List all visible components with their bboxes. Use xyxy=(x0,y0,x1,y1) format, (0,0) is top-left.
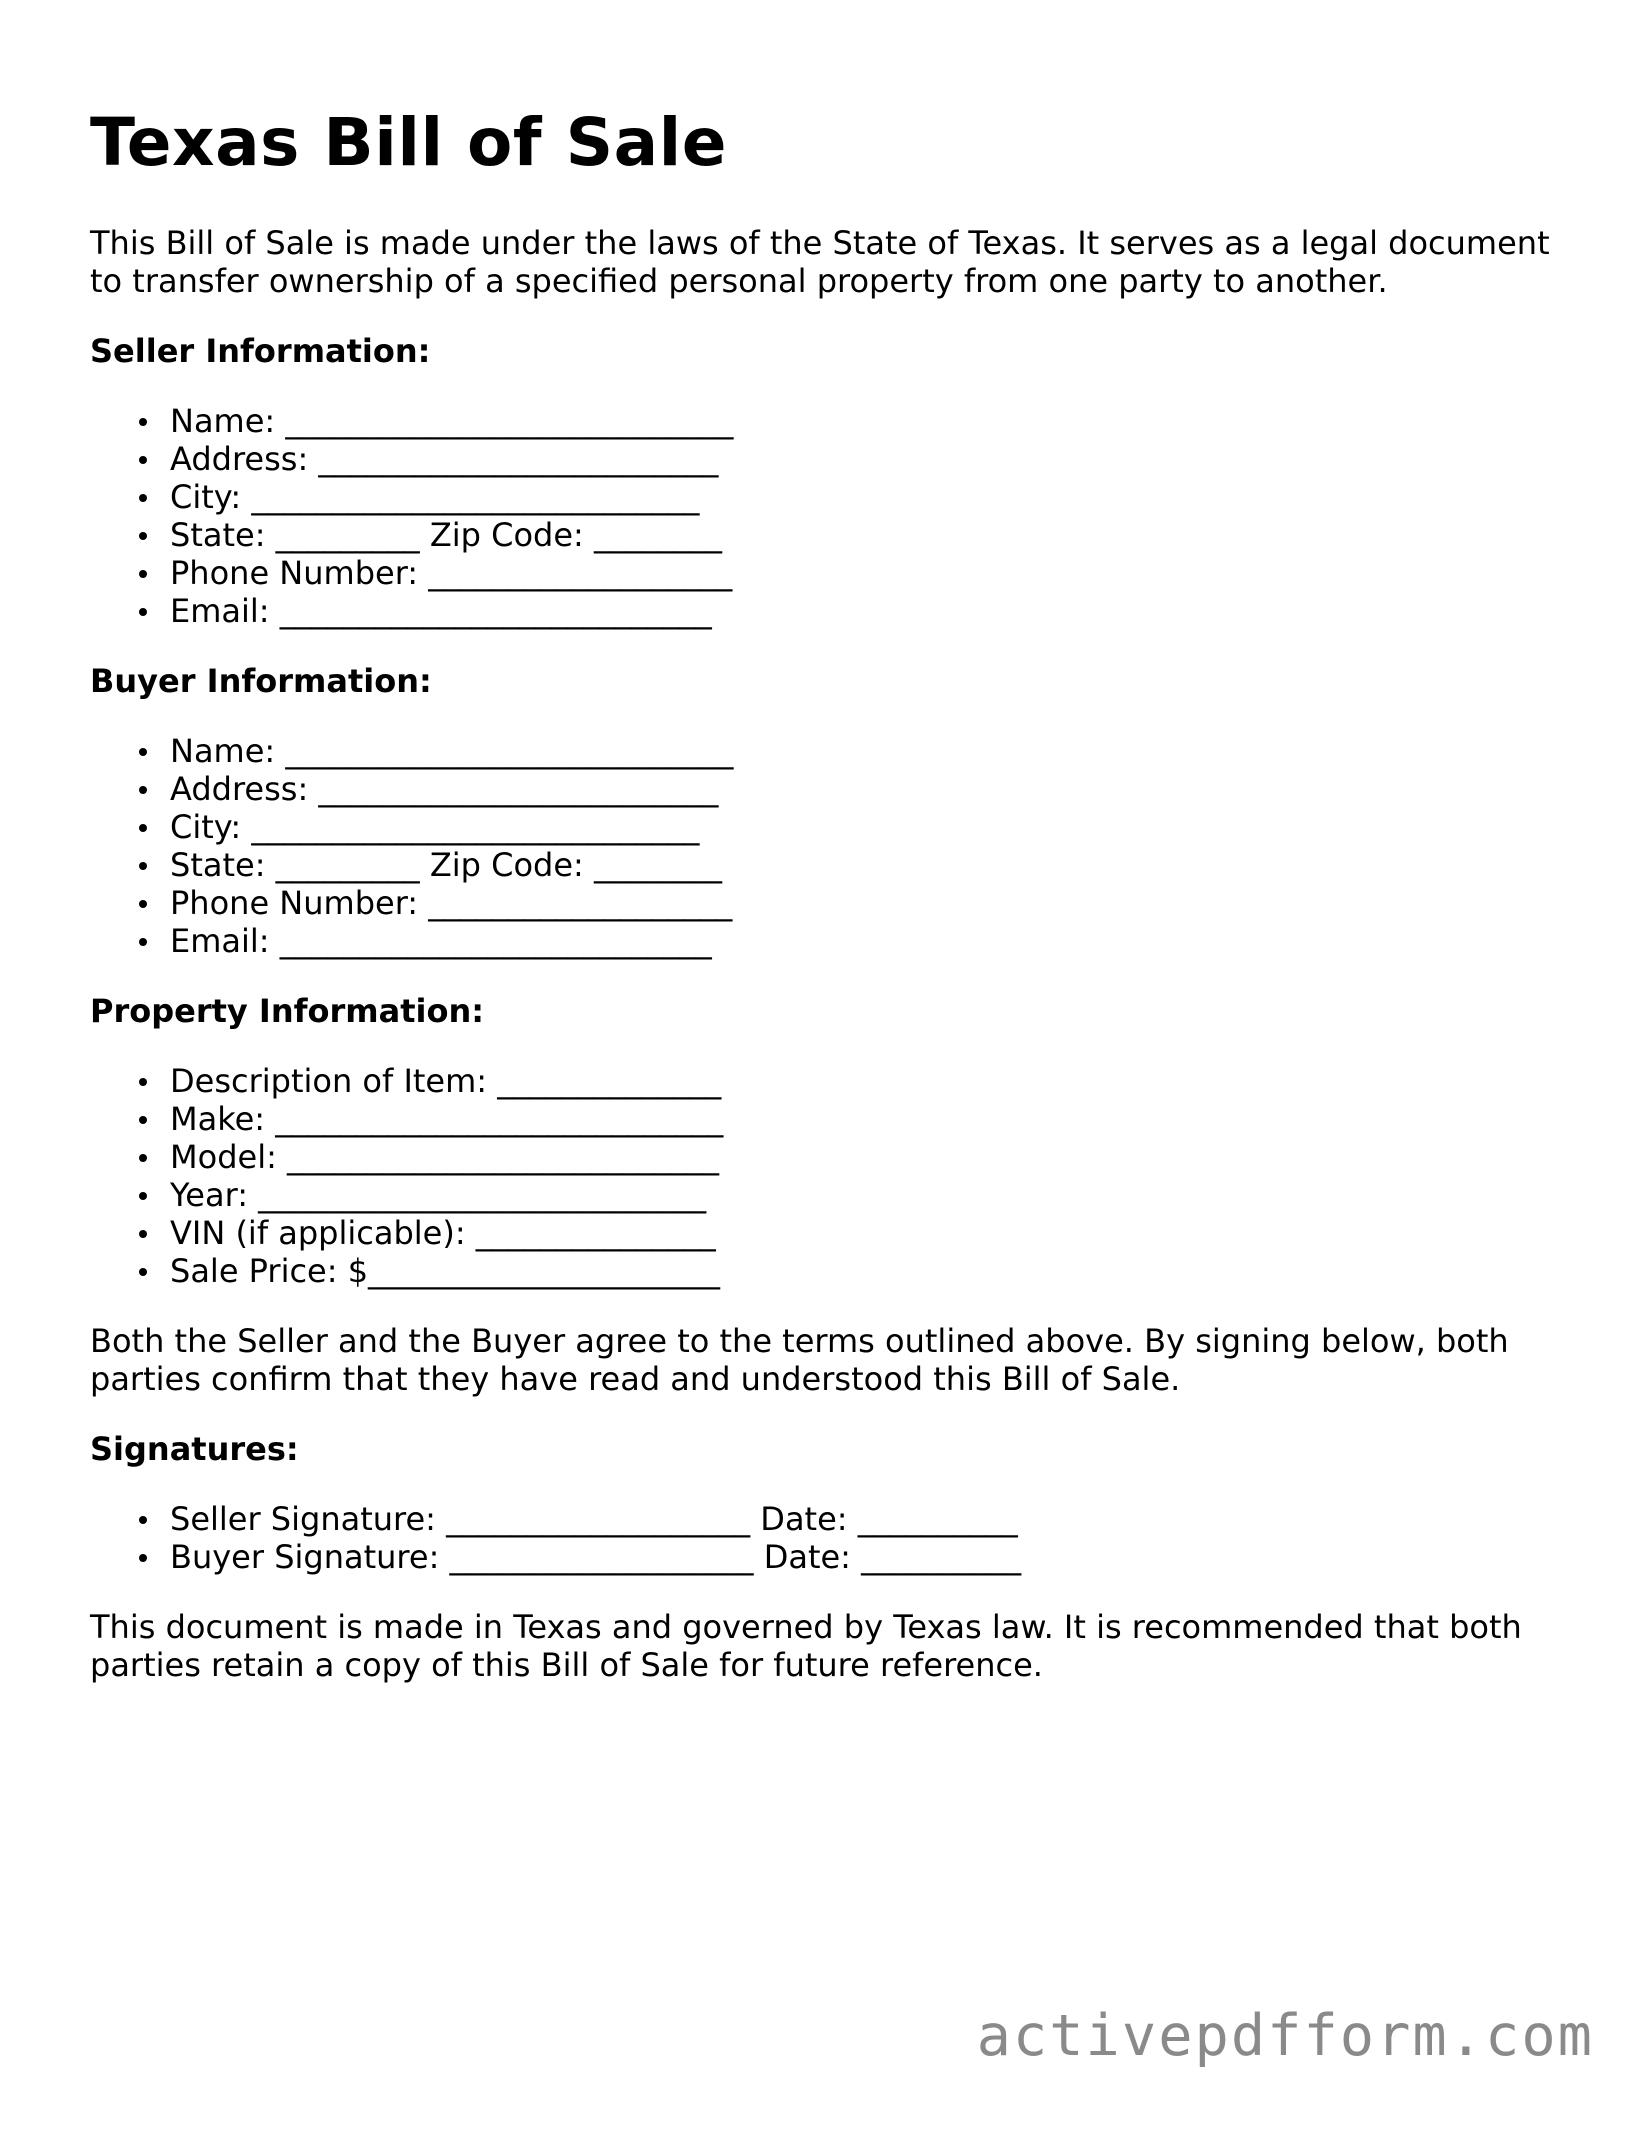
buyer-name-field[interactable]: Name: ____________________________ xyxy=(170,732,1570,770)
property-vin-field[interactable]: VIN (if applicable): _______________ xyxy=(170,1214,1570,1252)
document-page xyxy=(90,104,1570,1716)
document-title: Texas Bill of Sale xyxy=(90,104,728,181)
property-description-field[interactable]: Description of Item: ______________ xyxy=(170,1062,1570,1100)
buyer-email-field[interactable]: Email: ___________________________ xyxy=(170,922,1570,960)
property-year-field[interactable]: Year: ____________________________ xyxy=(170,1176,1570,1214)
seller-address-field[interactable]: Address: _________________________ xyxy=(170,440,1570,478)
seller-state-zip-field[interactable]: State: _________ Zip Code: ________ xyxy=(170,516,1570,554)
agreement-paragraph: Both the Seller and the Buyer agree to the terms outlined above. By signing below, both parties confirm that they have read and understood this Bill of Sale. xyxy=(90,1322,1509,1398)
seller-heading: Seller Information: xyxy=(90,332,431,370)
intro-paragraph: This Bill of Sale is made under the laws of the State of Texas. It serves as a legal document to transfer ownership of a specified personal property from one party to another. xyxy=(90,224,1550,300)
seller-signature-field[interactable]: Seller Signature: ___________________ Date: __________ xyxy=(170,1500,1570,1538)
buyer-signature-field[interactable]: Buyer Signature: ___________________ Date: __________ xyxy=(170,1538,1570,1576)
property-make-field[interactable]: Make: ____________________________ xyxy=(170,1100,1570,1138)
buyer-city-field[interactable]: City: ____________________________ xyxy=(170,808,1570,846)
buyer-state-zip-field[interactable]: State: _________ Zip Code: ________ xyxy=(170,846,1570,884)
signatures-list xyxy=(90,1500,1570,1576)
buyer-heading: Buyer Information: xyxy=(90,662,432,700)
seller-city-field[interactable]: City: ____________________________ xyxy=(170,478,1570,516)
seller-phone-field[interactable]: Phone Number: ___________________ xyxy=(170,554,1570,592)
signatures-heading: Signatures: xyxy=(90,1430,299,1468)
seller-email-field[interactable]: Email: ___________________________ xyxy=(170,592,1570,630)
property-sale-price-field[interactable]: Sale Price: $______________________ xyxy=(170,1252,1570,1290)
buyer-address-field[interactable]: Address: _________________________ xyxy=(170,770,1570,808)
seller-list xyxy=(90,402,1570,630)
buyer-phone-field[interactable]: Phone Number: ___________________ xyxy=(170,884,1570,922)
seller-name-field[interactable]: Name: ____________________________ xyxy=(170,402,1570,440)
property-heading: Property Information: xyxy=(90,992,485,1030)
property-model-field[interactable]: Model: ___________________________ xyxy=(170,1138,1570,1176)
buyer-list xyxy=(90,732,1570,960)
property-list xyxy=(90,1062,1570,1290)
watermark-text: activepdfform.com xyxy=(976,2003,1594,2069)
closing-paragraph: This document is made in Texas and governed by Texas law. It is recommended that both parties retain a copy of this Bill of Sale for future reference. xyxy=(90,1608,1522,1684)
